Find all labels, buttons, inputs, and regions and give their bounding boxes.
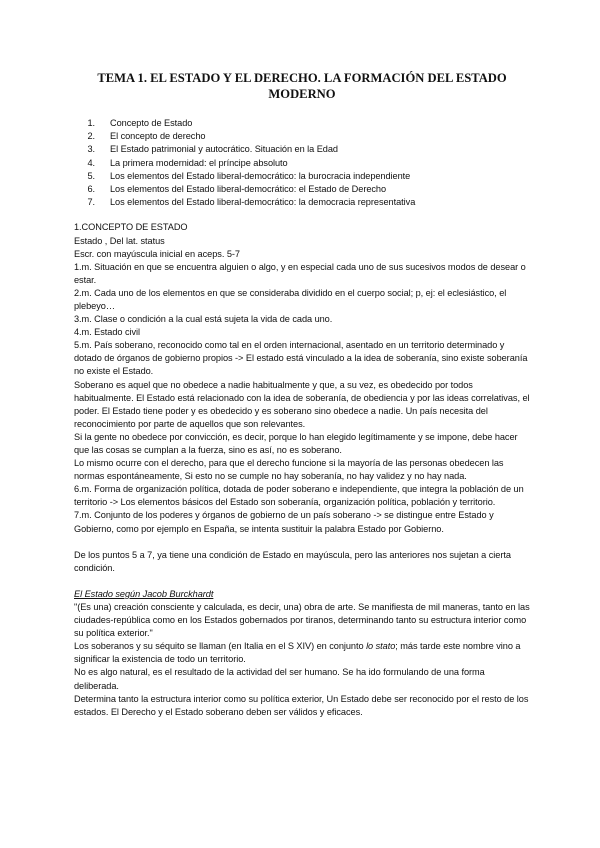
paragraph: Los soberanos y su séquito se llaman (en Italia en el S XIV) en conjunto lo stato; más tarde este nombre vino a significar la existencia de todo un territorio. bbox=[74, 641, 521, 665]
toc-item: 1. Concepto de Estado bbox=[87, 118, 193, 128]
spacer bbox=[74, 536, 530, 549]
paragraph-summary: De los puntos 5 a 7, ya tiene una condición de Estado en mayúscula, pero las anteriores nos sujetan a cierta condición. bbox=[74, 549, 511, 573]
paragraph: 5.m. País soberano, reconocido como tal en el orden internacional, asentado en un territorio determinado y dotado de órganos de gobierno propios -> El estado está vinculado a la idea de soberanía, sino existe soberanía no existe el Estado. bbox=[74, 340, 528, 377]
paragraph: Lo mismo ocurre con el derecho, para que el derecho funcione si la mayoría de las personas obedecen las normas espontáneamente, Si esto no se cumple no hay soberanía, no hay validez y no hay nada. bbox=[74, 458, 504, 482]
paragraph: 3.m. Clase o condición a la cual está sujeta la vida de cada uno. bbox=[74, 314, 333, 325]
paragraph: 2.m. Cada uno de los elementos en que se consideraba dividido en el cuerpo social; p, ej: el eclesiástico, el plebeyo… bbox=[74, 287, 507, 311]
paragraph: 7.m. Conjunto de los poderes y órganos de gobierno de un país soberano -> se distingue entre Estado y Gobierno, como por ejemplo en España, se intenta sustituir la palabra Estado por Gobierno. bbox=[74, 510, 494, 534]
toc-item: 6. Los elementos del Estado liberal-democrático: el Estado de Derecho bbox=[87, 184, 387, 195]
table-of-contents bbox=[74, 117, 530, 209]
paragraph: No es algo natural, es el resultado de la actividad del ser humano. Se ha ido formulando de una forma deliberada. bbox=[74, 667, 485, 691]
paragraph: 1.m. Situación en que se encuentra alguien o algo, y en especial cada uno de sus sucesivos modos de desear o estar. bbox=[74, 261, 526, 285]
section-burckhardt bbox=[74, 588, 530, 719]
section-heading: El Estado según Jacob Burckhardt bbox=[74, 588, 214, 599]
paragraph: 6.m. Forma de organización política, dotada de poder soberano e independiente, que integra la población de un territorio -> Los elementos básicos del Estado son soberanía, organización política, población y territorio. bbox=[74, 484, 524, 508]
document-title: TEMA 1. EL ESTADO Y EL DERECHO. LA FORMACIÓN DEL ESTADO MODERNO bbox=[97, 71, 507, 101]
spacer bbox=[74, 575, 530, 588]
section-concepto-estado bbox=[74, 221, 530, 574]
paragraph: Si la gente no obedece por convicción, es decir, porque lo han elegido legítimamente y se impone, debe hacer que las cosas se cumplan a la fuerza, sino es así, no es soberano. bbox=[74, 431, 518, 456]
toc-item: 7. Los elementos del Estado liberal-democrático: la democracia representativa bbox=[87, 197, 416, 208]
paragraph: Soberano es aquel que no obedece a nadie habitualmente y que, a su vez, es obedecido por todos habitualmente. El Estado está relacionado con la idea de soberanía, de obediencia y por las ideas correlativas, el poder. El Estado tiene poder y es obedecido y es soberano sino obedece a nadie. Un país necesita del reconocimiento por parte de aquellos que son relevantes. bbox=[74, 379, 530, 429]
paragraph: 4.m. Estado civil bbox=[74, 327, 141, 338]
toc-item: 3. El Estado patrimonial y autocrático. Situación en la Edad bbox=[87, 144, 338, 155]
paragraph: Escr. con mayúscula inicial en aceps. 5-7 bbox=[74, 248, 240, 259]
toc-item: 5. Los elementos del Estado liberal-democrático: la burocracia independiente bbox=[87, 170, 411, 181]
paragraph: Determina tanto la estructura interior como su política exterior, Un Estado debe ser reconocido por el resto de los estados. El Derecho y el Estado soberano deben ser válidos y eficaces. bbox=[74, 693, 529, 717]
toc-item: 2. El concepto de derecho bbox=[87, 131, 206, 142]
quote-paragraph: "(Es una) creación consciente y calculada, es decir, una) obra de arte. Se manifiesta de mil maneras, tanto en las ciudades-república como en los Estados gobernados por tiranos, determinando tanto su estructura interior como su política exterior." bbox=[74, 601, 530, 639]
paragraph: Estado , Del lat. status bbox=[74, 235, 165, 246]
section-heading: 1.CONCEPTO DE ESTADO bbox=[74, 222, 188, 233]
toc-item: 4. La primera modernidad: el príncipe absoluto bbox=[87, 157, 288, 168]
